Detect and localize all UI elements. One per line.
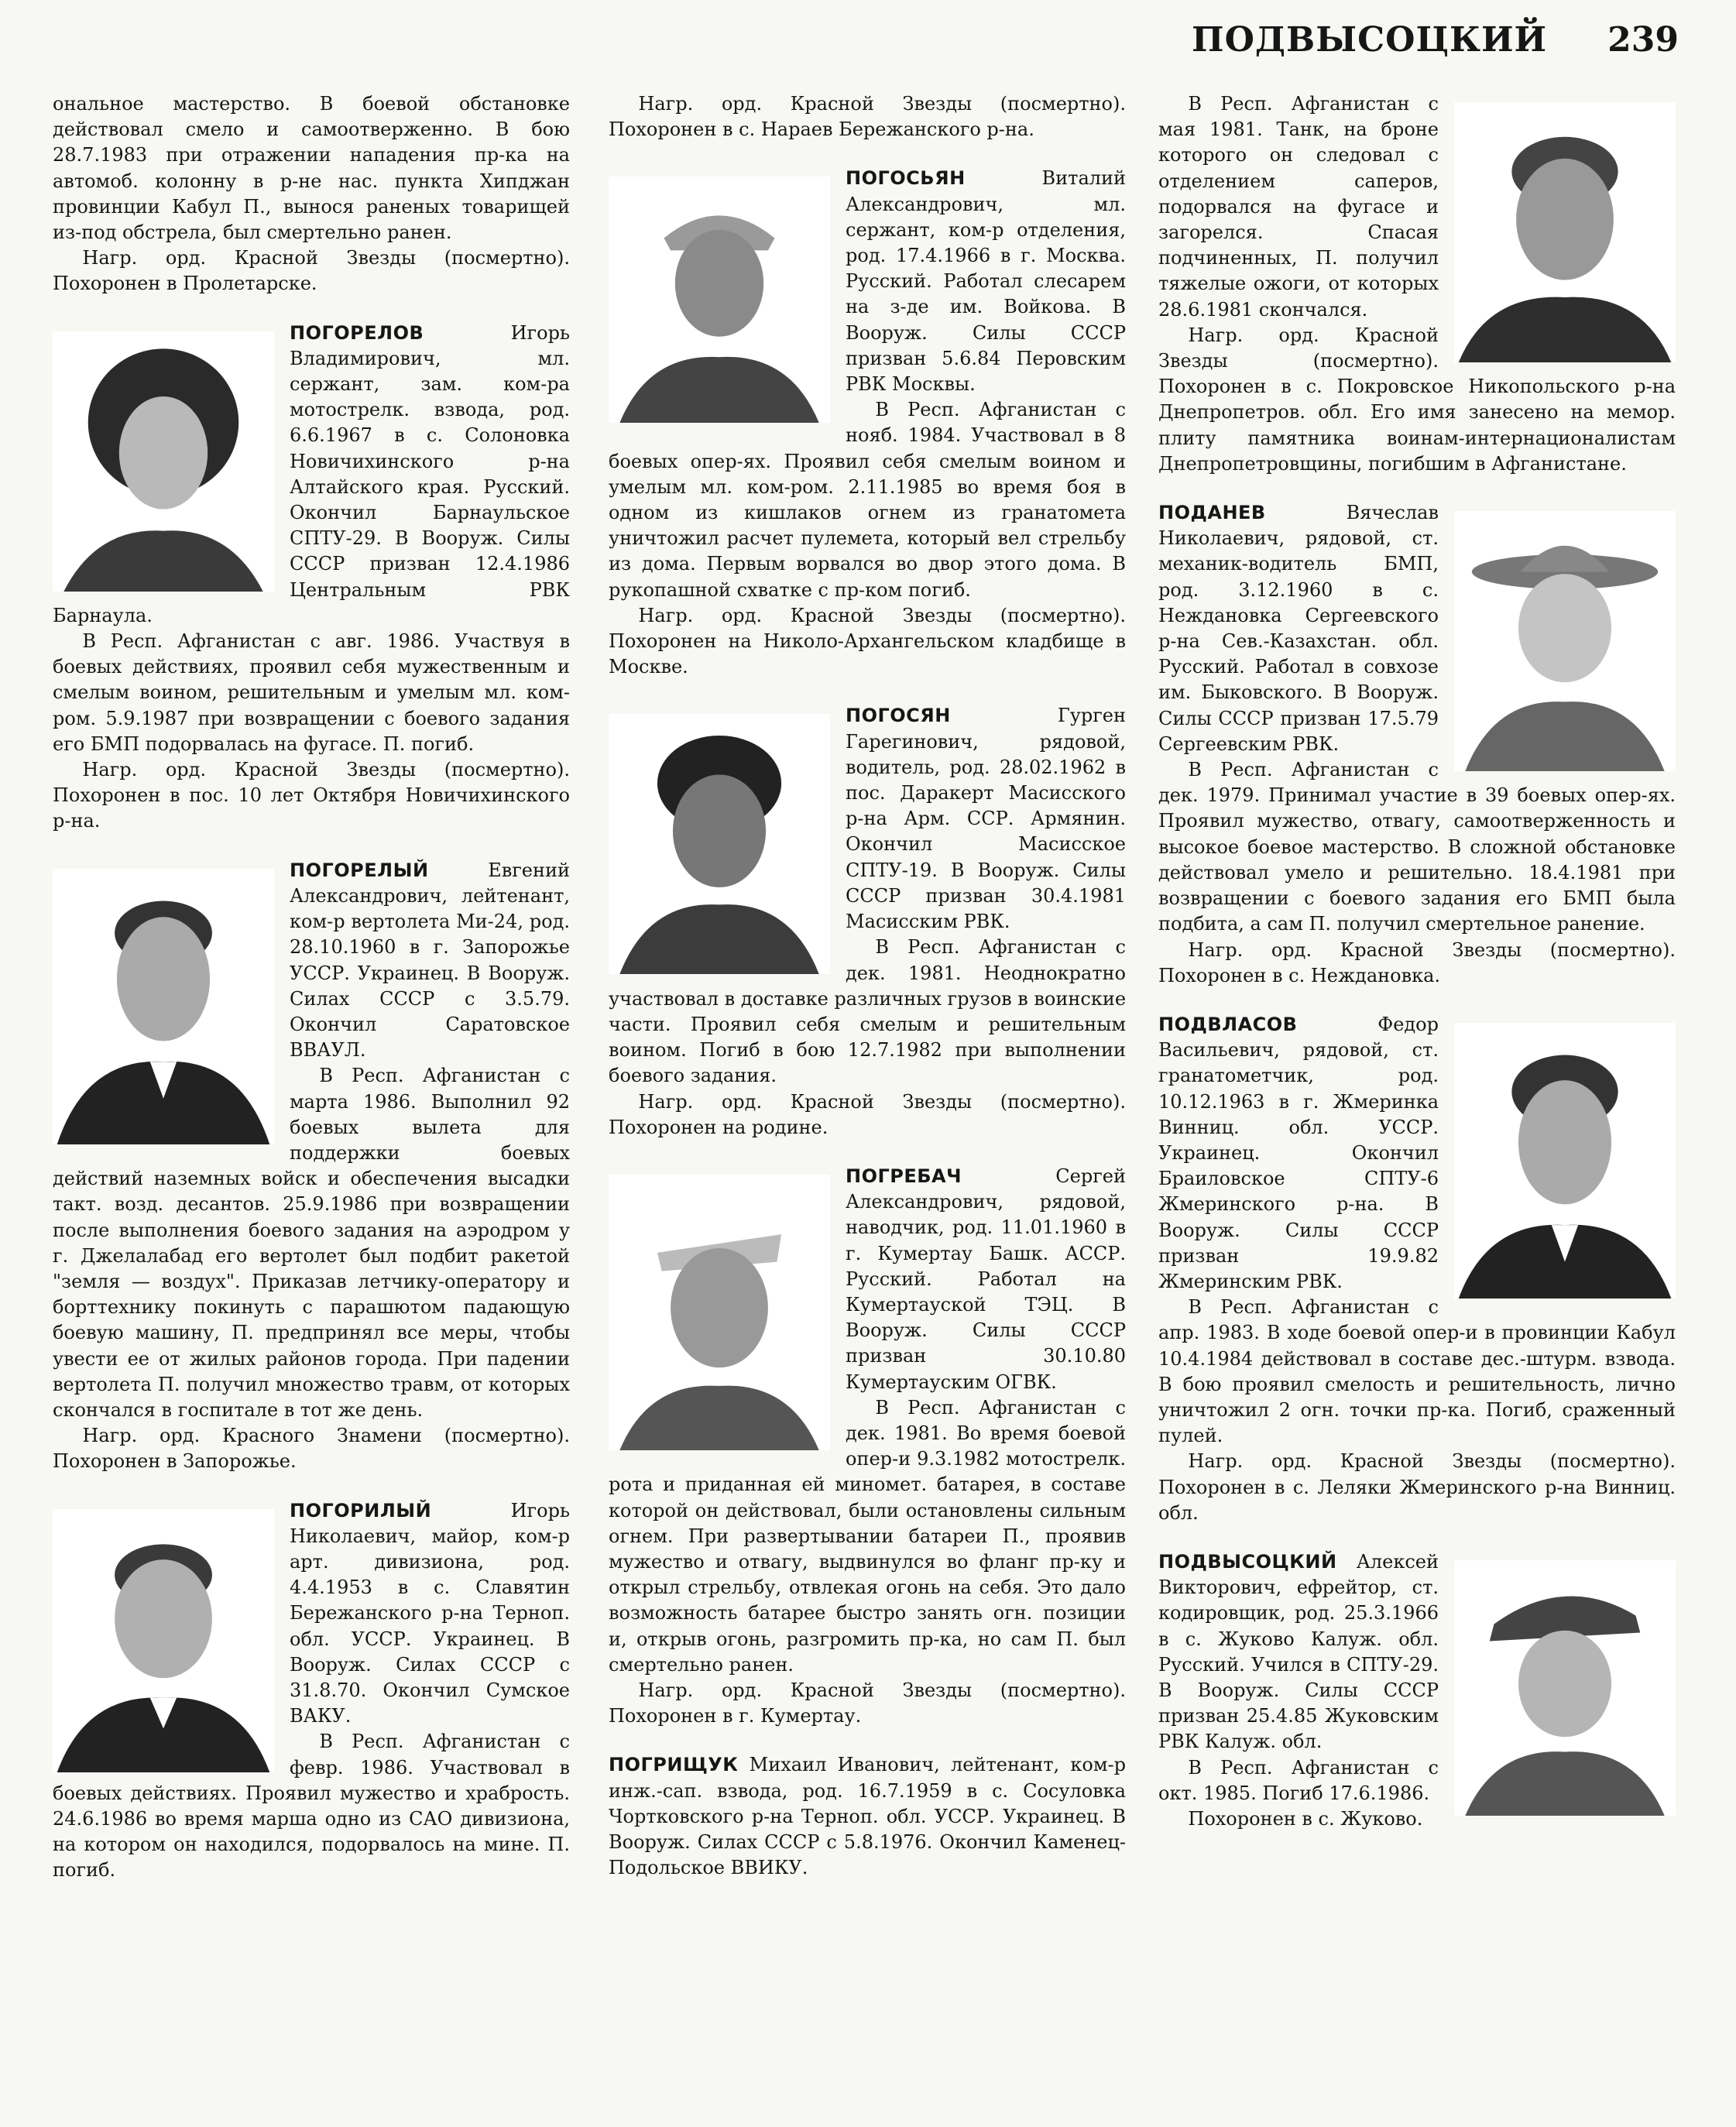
- page-number: 239: [1607, 20, 1679, 60]
- entry-podanev: [1158, 500, 1676, 989]
- entry-pogorelov: [53, 321, 570, 835]
- entry-name: ПОГРЕБАЧ: [846, 1165, 962, 1187]
- entry-text: Игорь Владимирович, мл. сержант, зам. ком-ра мотострелк. взвода, род. 6.6.1967 в с. Солоновка Новичихинского р-на Алтайского края. Русский. Окончил Барнаульское СПТУ-29. В Вооруж. Силы СССР призван 12.4.1986 Центральным РВК Барнаула.: [53, 321, 570, 626]
- entry-name: ПОГОСЬЯН: [846, 167, 966, 190]
- portrait-photo: [53, 869, 274, 1144]
- entry-award: Похоронен в с. Жуково.: [1188, 1808, 1423, 1830]
- entry-name: ПОГОРЕЛОВ: [290, 321, 424, 344]
- column-3: [1158, 91, 1676, 2112]
- entry-award: Нагр. орд. Красной Звезды (посмертно). Похоронен на родине.: [609, 1090, 1126, 1138]
- entry-service: В Респ. Афганистан с авг. 1986. Участвуя в боевых действиях, проявил себя мужественным и смелым воином, решительным и умелым мл. ком-ром. 5.9.1987 при возвращении с боевого задания его БМП подорвалась на фугасе. П. погиб.: [53, 630, 570, 755]
- entry-text: Федор Васильевич, рядовой, ст. гранатометчик, род. 10.12.1963 в г. Жмеринка Винниц. обл. УССР. Украинец. Окончил Браиловское СПТУ-6 Жмеринского р-на. В Вооруж. Силы СССР призван 19.9.82 Жмеринским РВК.: [1158, 1013, 1439, 1292]
- portrait-photo: [1454, 102, 1676, 362]
- entry-text: Вячеслав Николаевич, рядовой, ст. механик-водитель БМП, род. 3.12.1960 в с. Неждановка Сергеевского р-на Сев.-Казахстан. обл. Русский. Работал в совхозе им. Быковского. В Вооруж. Силы СССР призван 17.5.79 Сергеевским РВК.: [1158, 502, 1439, 755]
- running-head-title: ПОДВЫСОЦКИЙ: [1192, 20, 1548, 60]
- entry-pogrishchuk: [609, 1752, 1126, 1881]
- entry-text: Евгений Александрович, лейтенант, ком-р вертолета Ми-24, род. 28.10.1960 в г. Запорожье УССР. Украинец. В Вооруж. Силах СССР с 3.5.79. Окончил Саратовское ВВАУЛ.: [290, 859, 570, 1062]
- column-2: [609, 91, 1126, 2112]
- entry-podvlasov: [1158, 1012, 1676, 1526]
- entry-award: Нагр. орд. Красной Звезды (посмертно). Похоронен в пос. 10 лет Октября Новичихинского р-на.: [53, 759, 570, 832]
- entry-service: В Респ. Афганистан с окт. 1985. Погиб 17.6.1986.: [1158, 1756, 1439, 1804]
- entry-award: Нагр. орд. Красной Звезды (посмертно). Похоронен в с. Покровское Никопольского р-на Днепропетров. обл. Его имя занесено на мемор. плиту памятника воинам-интернационалистам Днепропетровщины, погибшим в Афганистане.: [1158, 324, 1676, 475]
- entry-text: Игорь Николаевич, майор, ком-р арт. дивизиона, род. 4.4.1953 в с. Славятин Бережанского р-на Терноп. обл. УССР. Украинец. В Вооруж. Силах СССР с 31.8.70. Окончил Сумское ВАКУ.: [290, 1499, 570, 1727]
- entry-pogorily: [53, 1498, 570, 1884]
- entry-text: Михаил Иванович, лейтенант, ком-р инж.-сап. взвода, род. 16.7.1959 в с. Сосуловка Чортковского р-на Терноп. обл. УССР. Украинец. В Вооруж. Силах СССР с 5.8.1976. Окончил Каменец-Подольское ВВИКУ.: [609, 1754, 1126, 1879]
- entry-name: ПОГОСЯН: [846, 705, 951, 727]
- entry-continued: [609, 91, 1126, 142]
- entry-continued: [1158, 91, 1676, 477]
- entry-text: Гурген Гарегинович, рядовой, водитель, род. 28.02.1962 в пос. Даракерт Масисского р-на Арм. ССР. Армянин. Окончил Масисское СПТУ-19. В Вооруж. Силы СССР призван 30.4.1981 Масисским РВК.: [846, 705, 1126, 933]
- entry-award: Нагр. орд. Красной Звезды (посмертно). Похоронен на Николо-Архангельском кладбище в Москве.: [609, 604, 1126, 678]
- portrait-photo: [1454, 511, 1676, 771]
- entry-service: В Респ. Афганистан с дек. 1981. Во время боевой опер-и 9.3.1982 мотострелк. рота и приданная ей миномет. батарея, в составе которой он действовал, были остановлены сильным огнем. При развертывании батареи П., проявив мужество и отвагу, выдвинулся во фланг пр-ку и открыл стрельбу, отвлекая огонь на себя. Это дало возможность батарее быстро занять огн. позиции и, открыв огонь, разгромить пр-ка, но сам П. был смертельно ранен.: [609, 1396, 1126, 1676]
- entry-service: В Респ. Афганистан с февр. 1986. Участвовал в боевых действиях. Проявил мужество и храбрость. 24.6.1986 во время марша одно из САО дивизиона, на котором он находился, подорвалось на мине. П. погиб.: [53, 1731, 570, 1882]
- entry-pogosyan-gurgen: [609, 703, 1126, 1140]
- entry-podvysotsky: [1158, 1549, 1676, 1832]
- entry-text: Алексей Викторович, ефрейтор, ст. кодировщик, род. 25.3.1966 в с. Жуково Калуж. обл. Русский. Учился в СПТУ-29. В Вооруж. Силы СССР призван 25.4.85 Жуковским РВК Калуж. обл.: [1158, 1550, 1439, 1753]
- entry-award: Нагр. орд. Красного Знамени (посмертно). Похоронен в Запорожье.: [53, 1425, 570, 1473]
- portrait-photo: [609, 714, 830, 974]
- entry-service: В Респ. Афганистан с марта 1986. Выполнил 92 боевых вылета для поддержки боевых действий наземных войск и обеспечения высадки такт. возд. десантов. 25.9.1986 при возвращении после выполнения боевого задания на аэродром у г. Джелалабад его вертолет был подбит ракетой "земля — воздух". Приказав летчику-оператору и борттехнику покинуть с парашютом падающую боевую машину, П. предпринял все меры, чтобы увести ее от жилых районов города. При падении вертолета П. получил множество травм, от которых скончался в госпитале в тот же день.: [53, 1065, 570, 1421]
- entry-award: Нагр. орд. Красной Звезды (посмертно). Похоронен в г. Кумертау.: [609, 1679, 1126, 1727]
- column-1: [53, 91, 570, 2112]
- entry-name: ПОГОРИЛЫЙ: [290, 1499, 432, 1521]
- portrait-photo: [53, 1509, 274, 1772]
- running-header: [1192, 20, 1679, 60]
- entry-award: Нагр. орд. Красной Звезды (посмертно). Похоронен в с. Неждановка.: [1158, 938, 1676, 986]
- entry-name: ПОДВЛАСОВ: [1158, 1013, 1298, 1035]
- entry-name: ПОГОРЕЛЫЙ: [290, 859, 429, 881]
- entry-service: В Респ. Афганистан с дек. 1981. Неоднократно участвовал в доставке различных грузов в воинские части. Проявил себя смелым и решительным воином. Погиб в бою 12.7.1982 при выполнении боевого задания.: [609, 936, 1126, 1087]
- portrait-photo: [609, 1175, 830, 1450]
- entry-pogosyan-vitaly: [609, 166, 1126, 680]
- entry-name: ПОГРИЩУК: [609, 1754, 739, 1776]
- entry-text: ональное мастерство. В боевой обстановке действовал смело и самоотверженно. В бою 28.7.1983 при отражении нападения пр-ка на автомоб. колонну в р-не нас. пункта Хипджан провинции Кабул П., вынося раненых товарищей из-под обстрела, был смертельно ранен.: [53, 93, 570, 244]
- entry-pogrebach: [609, 1164, 1126, 1729]
- entry-service: В Респ. Афганистан с дек. 1979. Принимал участие в 39 боевых опер-ях. Проявил мужество, отвагу, самоотверженность и высокое боевое мастерство. В сложной обстановке действовал умело и решительно. 18.4.1981 при возвращении с боевого задания его БМП была подбита, а сам П. получил смертельное ранение.: [1158, 759, 1676, 935]
- entry-continued: [53, 91, 570, 297]
- entry-text: Виталий Александрович, мл. сержант, ком-р отделения, род. 17.4.1966 в г. Москва. Русский. Работал слесарем на з-де им. Войкова. В Вооруж. Силы СССР призван 5.6.84 Перовским РВК Москвы.: [846, 167, 1126, 396]
- entry-award: Нагр. орд. Красной Звезды (посмертно). Похоронен в Пролетарске.: [53, 247, 570, 295]
- entry-service: В Респ. Афганистан с апр. 1983. В ходе боевой опер-и в провинции Кабул 10.4.1984 действовал в составе дес.-штурм. взвода. В бою проявил смелость и решительность, лично уничтожил 2 огн. точки пр-ка. Погиб, сраженный пулей.: [1158, 1296, 1676, 1447]
- entry-name: ПОДВЫСОЦКИЙ: [1158, 1550, 1337, 1573]
- entry-award: Нагр. орд. Красной Звезды (посмертно). Похоронен в с. Леляки Жмеринского р-на Винниц. обл.: [1158, 1450, 1676, 1524]
- entry-name: ПОДАНЕВ: [1158, 502, 1266, 524]
- portrait-photo: [609, 177, 830, 423]
- entry-text: В Респ. Афганистан с мая 1981. Танк, на броне которого он следовал с отделением саперов, подорвался на фугасе и загорелся. Спасая подчиненных, П. получил тяжелые ожоги, от которых 28.6.1981 скончался.: [1158, 93, 1439, 321]
- entry-service: В Респ. Афганистан с нояб. 1984. Участвовал в 8 боевых опер-ях. Проявил себя смелым воином и умелым мл. ком-ром. 2.11.1985 во время боя в одном из кишлаков огнем из гранатомета уничтожил расчет пулемета, который вел стрельбу из дома. Первым ворвался во двор этого дома. В рукопашной схватке с пр-ком погиб.: [609, 399, 1126, 601]
- portrait-photo: [1454, 1560, 1676, 1816]
- entry-text: Сергей Александрович, рядовой, наводчик, род. 11.01.1960 в г. Кумертау Башк. АССР. Русский. Работал на Кумертауской ТЭЦ. В Вооруж. Силы СССР призван 30.10.80 Кумертауским ОГВК.: [846, 1165, 1126, 1393]
- entry-award: Нагр. орд. Красной Звезды (посмертно). Похоронен в с. Нараев Бережанского р-на.: [609, 93, 1126, 141]
- portrait-photo: [1454, 1023, 1676, 1298]
- entry-pogorely: [53, 858, 570, 1475]
- portrait-photo: [53, 331, 274, 592]
